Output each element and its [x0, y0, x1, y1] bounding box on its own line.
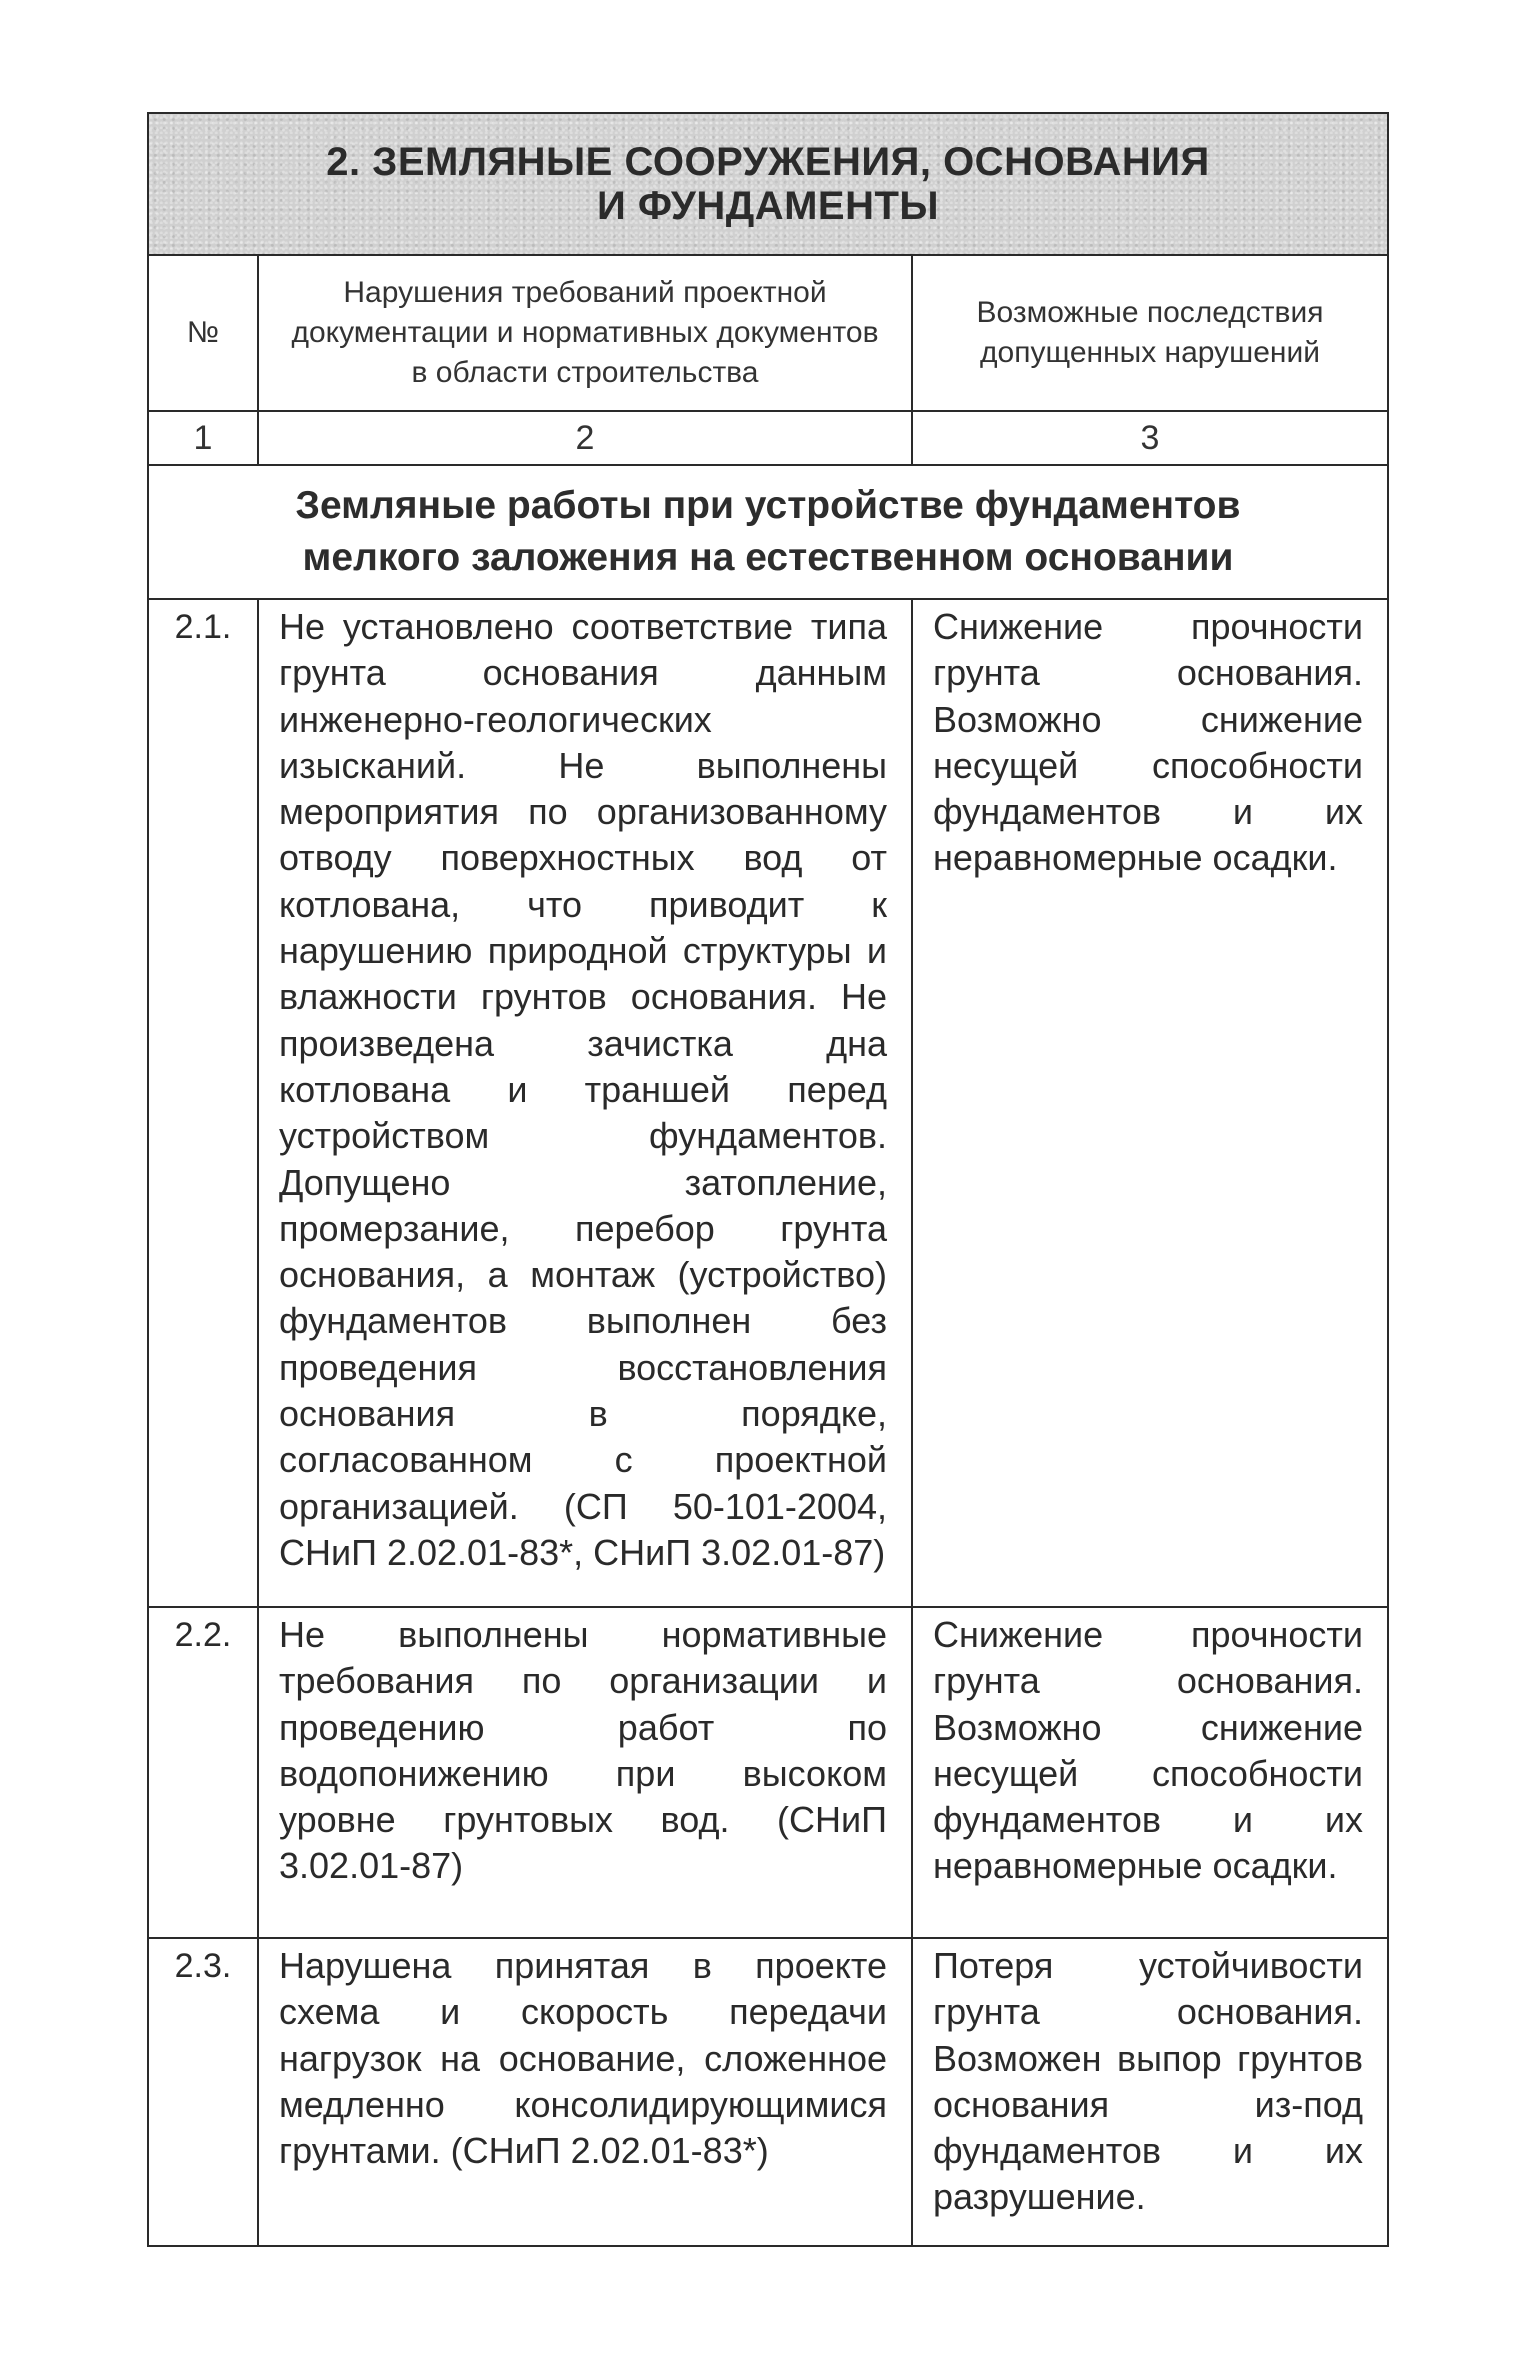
table-row	[148, 1938, 1388, 2246]
row-violation: Не установлено соответствие типа грунта основания данным инженерно-геологических изысканий. Не выполнены мероприятия по организованному отводу поверхностных вод от котлована, что приводит к нарушению природной структуры и влажности грунтов основания. Не произведена зачистка дна котлована и траншей перед устройством фундаментов. Допущено затопление, промерзание, перебор грунта основания, а монтаж (устройство) фундаментов выполнен без проведения восстановления основания в порядке, согласованном с проектной организацией. (СП 50-101-2004, СНиП 2.02.01-83*, СНиП 3.02.01-87)	[258, 599, 912, 1607]
column-header-row	[148, 255, 1388, 411]
row-number: 2.2.	[148, 1607, 258, 1938]
row-number: 2.1.	[148, 599, 258, 1607]
row-consequence: Потеря устойчивости грунта основания. Возможен выпор грунтов основания из-под фундаментов и их разрушение.	[912, 1938, 1388, 2246]
column-index-row	[148, 411, 1388, 465]
column-index-1: 1	[148, 411, 258, 465]
row-violation: Нарушена принятая в проекте схема и скорость передачи нагрузок на основание, сложенное медленно консолидирующимися грунтами. (СНиП 2.02.01-83*)	[258, 1938, 912, 2246]
subsection-title: Земляные работы при устройстве фундаментов мелкого заложения на естественном основании	[148, 465, 1388, 599]
violations-table	[147, 112, 1389, 2247]
column-header-number: №	[148, 255, 258, 411]
row-consequence: Снижение прочности грунта основания. Возможно снижение несущей способности фундаментов и их неравномерные осадки.	[912, 599, 1388, 1607]
table-row	[148, 1607, 1388, 1938]
column-header-consequence: Возможные последствия допущенных нарушений	[912, 255, 1388, 411]
table-row	[148, 599, 1388, 1607]
column-header-violation: Нарушения требований проектной документации и нормативных документов в области строительства	[258, 255, 912, 411]
row-violation: Не выполнены нормативные требования по организации и проведению работ по водопонижению при высоком уровне грунтовых вод. (СНиП 3.02.01-87)	[258, 1607, 912, 1938]
column-index-3: 3	[912, 411, 1388, 465]
section-header-row	[148, 113, 1388, 255]
section-header-cell	[148, 113, 1388, 255]
row-number: 2.3.	[148, 1938, 258, 2246]
column-index-2: 2	[258, 411, 912, 465]
row-consequence: Снижение прочности грунта основания. Возможно снижение несущей способности фундаментов и их неравномерные осадки.	[912, 1607, 1388, 1938]
section-title: 2. ЗЕМЛЯНЫЕ СООРУЖЕНИЯ, ОСНОВАНИЯ И ФУНДАМЕНТЫ	[326, 140, 1210, 228]
subsection-row	[148, 465, 1388, 599]
